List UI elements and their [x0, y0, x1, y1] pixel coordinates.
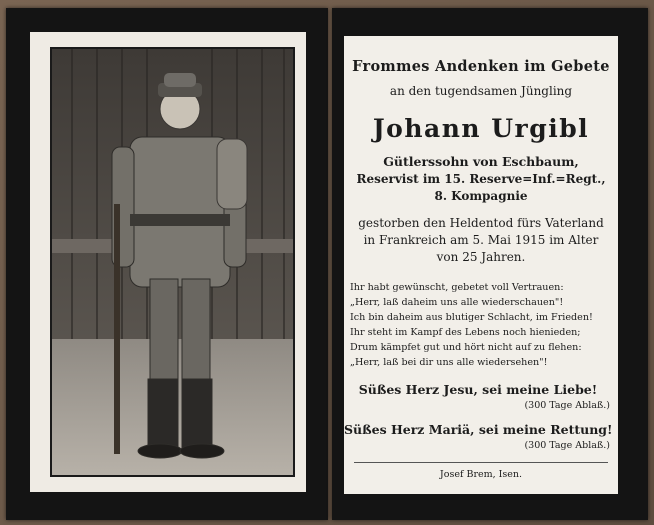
card-title: Frommes Andenken im Gebete: [352, 58, 610, 75]
divider-line: [354, 462, 608, 463]
indulgence-note-2: (300 Tage Ablaß.): [524, 440, 610, 451]
poem-line: „Herr, laß bei dir uns alle wiedersehen"!: [350, 357, 548, 368]
son-of-line: Gütlerssohn von Eschbaum,: [383, 154, 579, 169]
soldier-photo-illustration: [52, 49, 293, 475]
regiment-line: Reservist im 15. Reserve=Inf.=Regt.,: [356, 172, 606, 186]
poem-line: Ihr steht im Kampf des Lebens noch hienieden;: [350, 327, 581, 338]
indulgence-note-1: (300 Tage Ablaß.): [524, 400, 610, 411]
poem-line: Ihr habt gewünscht, gebetet voll Vertrauen:: [350, 282, 564, 293]
soldier-photo: [50, 47, 295, 477]
death-line-3: von 25 Jahren.: [436, 250, 526, 264]
text-card: [344, 36, 618, 494]
printer-credit: Josef Brem, Isen.: [439, 469, 523, 480]
prayer-jesus: Süßes Herz Jesu, sei meine Liebe!: [358, 382, 598, 397]
poem-line: Ich bin daheim aus blutiger Schlacht, im Frieden!: [350, 312, 593, 323]
death-line-2: in Frankreich am 5. Mai 1915 im Alter: [363, 233, 599, 247]
card-subtitle: an den tugendsamen Jüngling: [389, 84, 573, 98]
poem-line: Drum kämpfet gut und hört nicht auf zu flehen:: [350, 342, 582, 353]
deceased-name: Johann Urgibl: [372, 114, 590, 143]
company-line: 8. Kompagnie: [434, 189, 528, 203]
prayer-maria: Süßes Herz Mariä, sei meine Rettung!: [344, 422, 613, 437]
poem-line: „Herr, laß daheim uns alle wiederschauen"!: [350, 297, 564, 308]
death-line-1: gestorben den Heldentod fürs Vaterland: [358, 216, 604, 230]
